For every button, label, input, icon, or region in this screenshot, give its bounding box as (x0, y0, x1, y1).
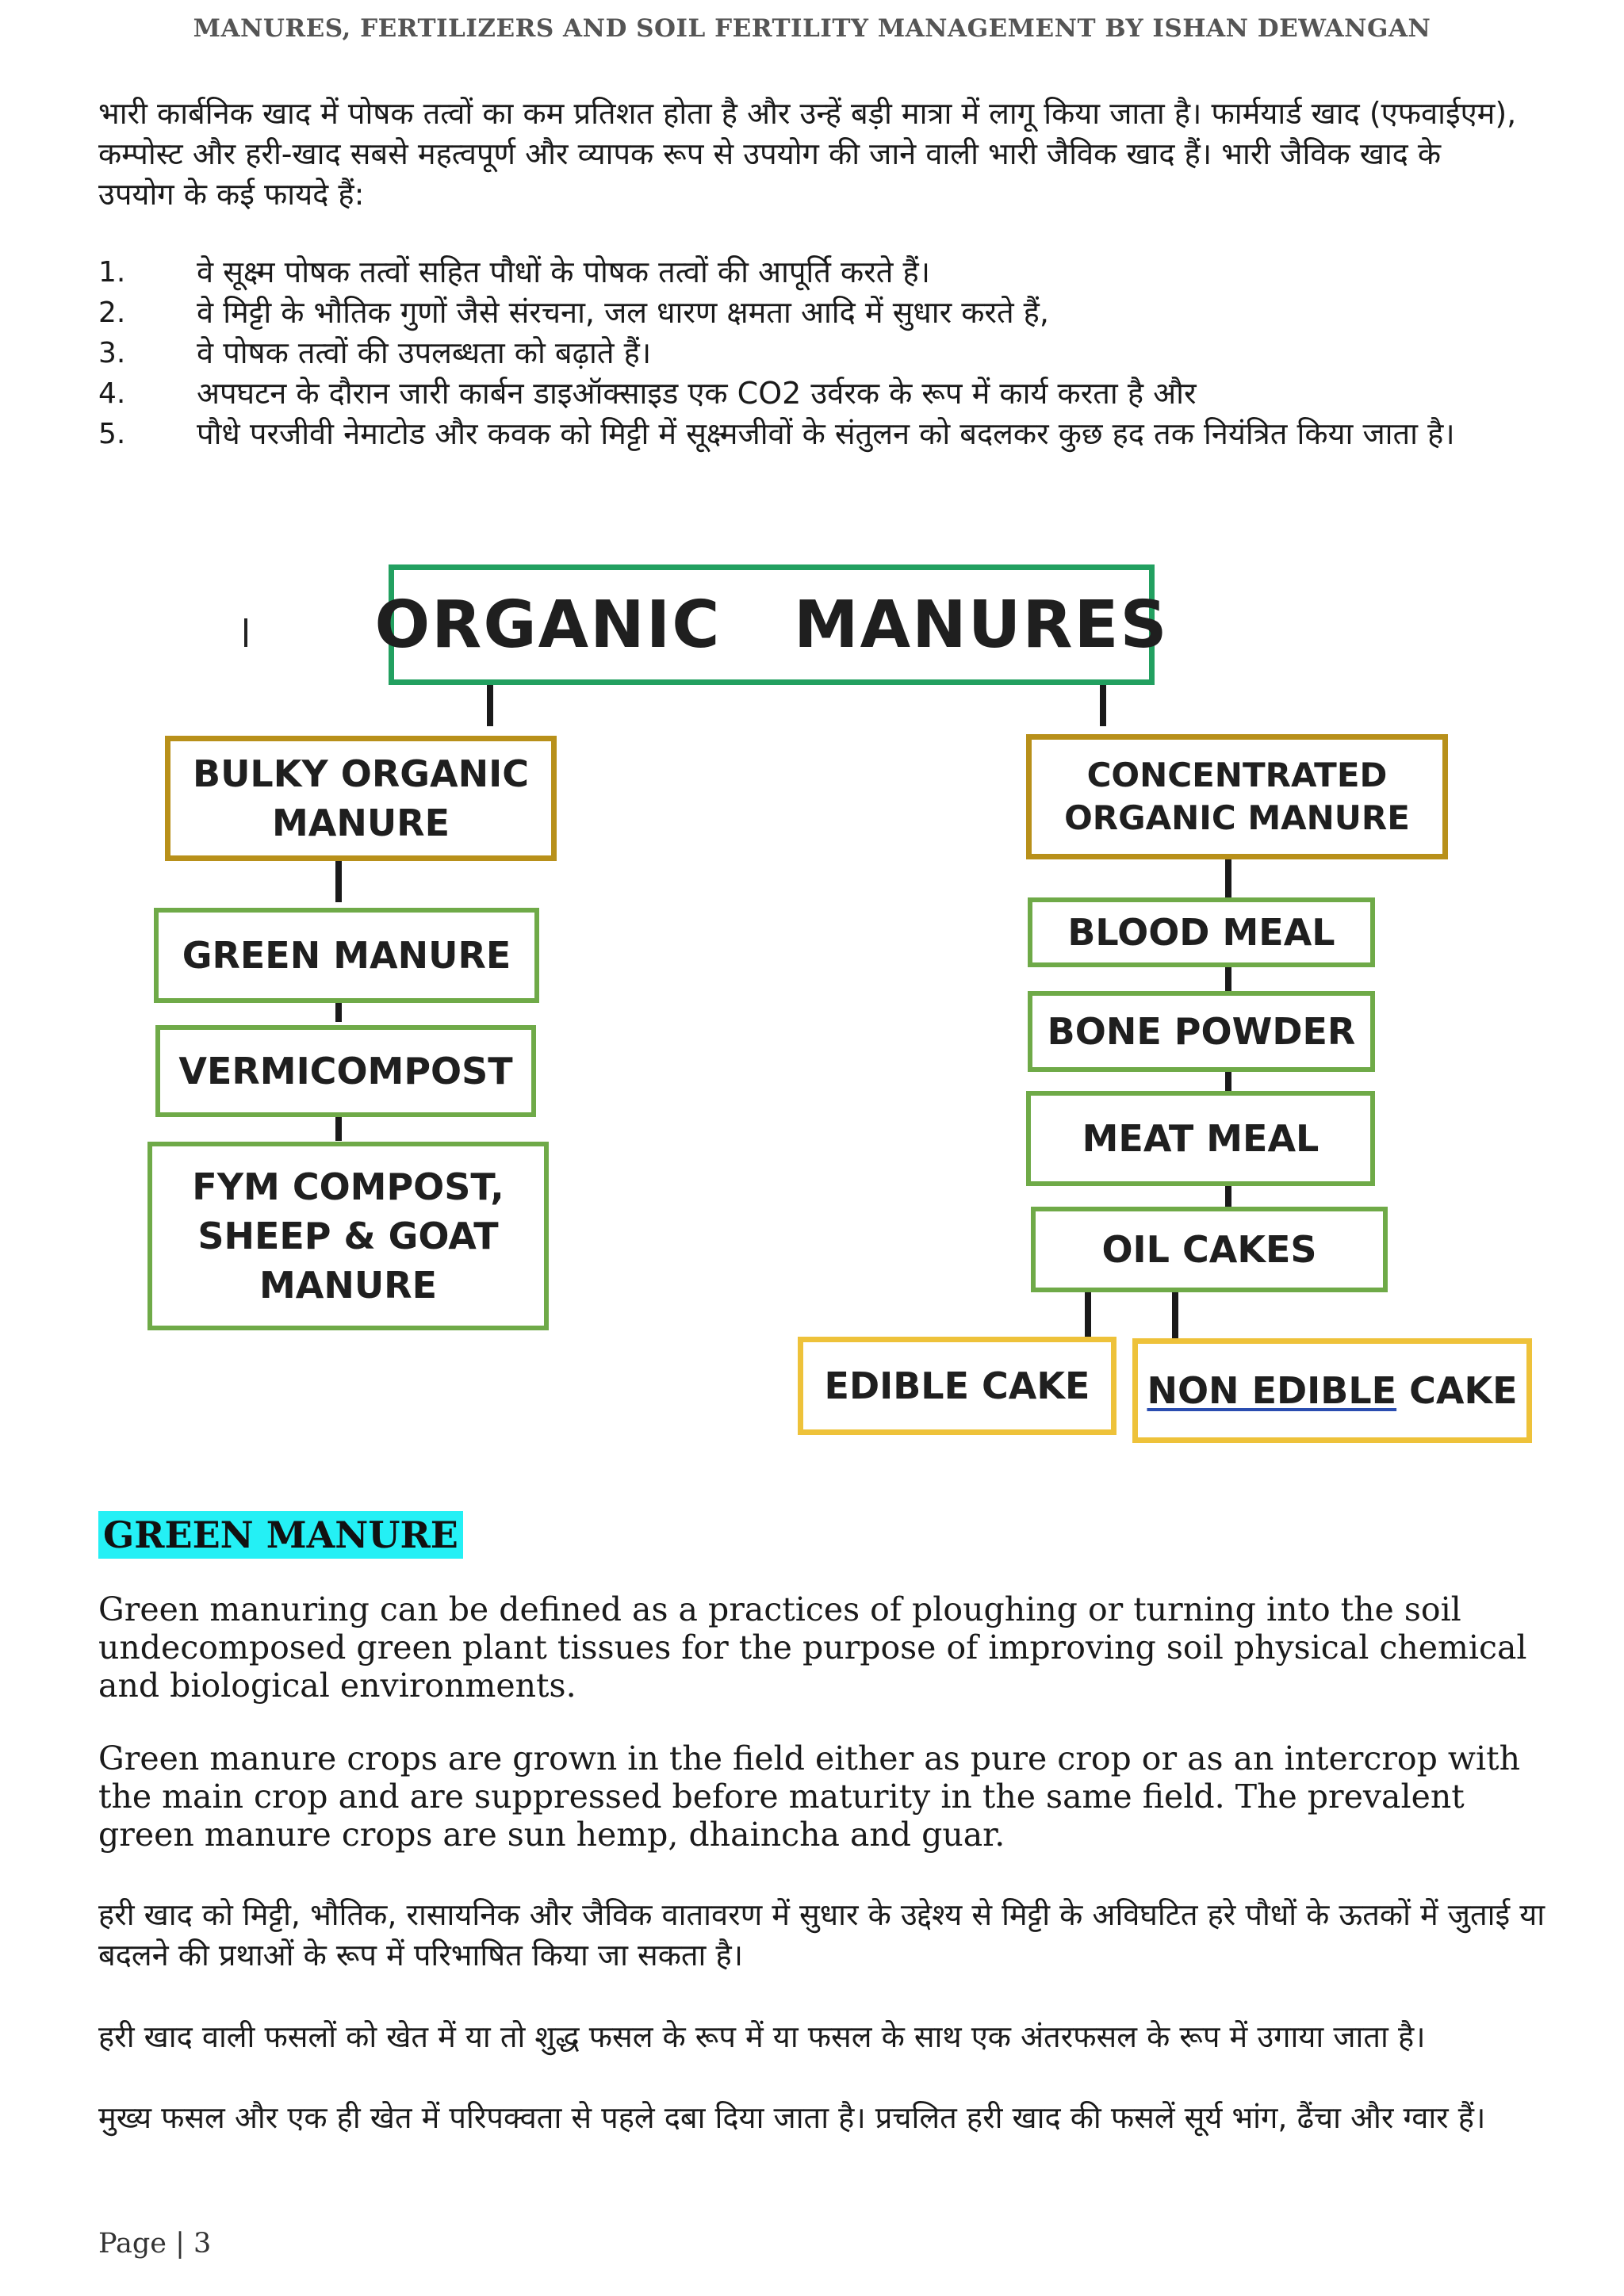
blood-meal-label: BLOOD MEAL (1067, 911, 1335, 954)
connector (1225, 859, 1231, 897)
vermicompost-box (155, 1025, 536, 1117)
list-number: 2. (98, 297, 126, 329)
list-text: पौधे परजीवी नेमाटोड और कवक को मिट्टी में सूक्ष्मजीवों के संतुलन को बदलकर कुछ हद तक नियंत्रित किया जाता है। (197, 416, 1455, 451)
list-text: वे पोषक तत्वों की उपलब्धता को बढ़ाते हैं। (197, 335, 652, 370)
oil-cakes-box (1031, 1207, 1388, 1292)
bulky-organic-manure-box (165, 736, 557, 861)
fym-label-line1: FYM COMPOST, (192, 1165, 504, 1208)
list-number: 3. (98, 337, 126, 369)
green-manure-label: GREEN MANURE (182, 934, 511, 977)
hindi-paragraph-definition: हरी खाद को मिट्टी, भौतिक, रासायनिक और जैविक वातावरण में सुधार के उद्देश्य से मिट्टी के अविघटित हरे पौधों के ऊतकों में जुताई या बदलने की प्रथाओं के रूप में परिभाषित किया जा सकता है। (98, 1897, 1545, 1973)
meat-meal-box (1026, 1091, 1375, 1186)
root-label: ORGANIC MANURES (374, 587, 1169, 663)
bone-powder-box (1028, 991, 1375, 1072)
list-item (98, 293, 1573, 333)
edible-cake-label: EDIBLE CAKE (824, 1364, 1090, 1407)
connector (1225, 1072, 1231, 1091)
connector (1225, 967, 1231, 991)
list-item (98, 333, 1573, 373)
list-item (98, 252, 1573, 293)
list-number: 1. (98, 256, 126, 289)
connector (487, 685, 493, 726)
bone-powder-label: BONE POWDER (1047, 1010, 1356, 1053)
cake-text: CAKE (1396, 1369, 1518, 1412)
list-text: वे सूक्ष्म पोषक तत्वों सहित पौधों के पोषक तत्वों की आपूर्ति करते हैं। (197, 254, 931, 289)
connector (335, 861, 342, 902)
section-heading-green-manure: GREEN MANURE (98, 1511, 463, 1559)
edible-cake-box (798, 1337, 1116, 1435)
concentrated-label-line2: ORGANIC MANURE (1064, 798, 1410, 837)
hindi-paragraph-crops-continued: मुख्य फसल और एक ही खेत में परिपक्वता से पहले दबा दिया जाता है। प्रचलित हरी खाद की फसलें सूर्य भांग, ढैंचा और ग्वार हैं। (98, 2100, 1486, 2135)
connector (1085, 1292, 1091, 1338)
connector (1225, 1186, 1231, 1207)
list-number: 5. (98, 418, 126, 450)
vermicompost-label: VERMICOMPOST (178, 1050, 513, 1093)
list-text: वे मिट्टी के भौतिक गुणों जैसे संरचना, जल धारण क्षमता आदि में सुधार करते हैं, (197, 295, 1049, 330)
list-number: 4. (98, 377, 126, 410)
fym-label-line3: MANURE (259, 1264, 438, 1307)
non-edible-cake-label (1147, 1369, 1517, 1412)
english-paragraph-definition: Green manuring can be defined as a practices of ploughing or turning into the soil undecomposed green plant tissues for the purpose of improving soil physical chemical and biological environments. (98, 1590, 1527, 1705)
organic-manures-diagram (0, 547, 1624, 1475)
blood-meal-box (1028, 897, 1375, 967)
list-item (98, 373, 1573, 414)
concentrated-label-line1: CONCENTRATED (1086, 756, 1388, 794)
benefits-list (98, 252, 1573, 454)
non-edible-cake-box (1132, 1338, 1532, 1443)
concentrated-organic-manure-box (1026, 734, 1448, 859)
fym-compost-box (147, 1142, 549, 1330)
intro-paragraph: भारी कार्बनिक खाद में पोषक तत्वों का कम प्रतिशत होता है और उन्हें बड़ी मात्रा में लागू किया जाता है। फार्मयार्ड खाद (एफवाईएम), कम्पोस्ट और हरी-खाद सबसे महत्वपूर्ण और व्यापक रूप से उपयोग की जाने वाली भारी जैविक खाद हैं। भारी जैविक खाद के उपयोग के कई फायदे हैं: (98, 96, 1517, 212)
page-number: Page | 3 (98, 2228, 212, 2260)
bulky-label-line2: MANURE (271, 802, 450, 844)
list-text: अपघटन के दौरान जारी कार्बन डाइऑक्साइड एक CO2 उर्वरक के रूप में कार्य करता है और (197, 376, 1197, 411)
list-item (98, 414, 1573, 454)
oil-cakes-label: OIL CAKES (1101, 1228, 1317, 1271)
non-edible-underlined-text: NON EDIBLE (1147, 1369, 1397, 1412)
bulky-label-line1: BULKY ORGANIC (193, 752, 529, 795)
text-cursor (244, 618, 247, 647)
connector (335, 1003, 342, 1022)
connector (1100, 685, 1106, 726)
green-manure-box (154, 908, 539, 1003)
fym-label-line2: SHEEP & GOAT (197, 1215, 499, 1257)
meat-meal-label: MEAT MEAL (1082, 1117, 1320, 1160)
connector (335, 1117, 342, 1141)
connector (1172, 1292, 1178, 1338)
hindi-paragraph-crops: हरी खाद वाली फसलों को खेत में या तो शुद्ध फसल के रूप में या फसल के साथ एक अंतरफसल के रूप में उगाया जाता है। (98, 2019, 1426, 2054)
english-paragraph-crops: Green manure crops are grown in the field either as pure crop or as an intercrop with the main crop and are suppressed before maturity in the same field. The prevalent green manure crops are sun hemp, dhaincha and guar. (98, 1739, 1520, 1854)
page-header: MANURES, FERTILIZERS AND SOIL FERTILITY MANAGEMENT BY ISHAN DEWANGAN (193, 14, 1431, 43)
root-box-organic-manures (374, 564, 1169, 685)
